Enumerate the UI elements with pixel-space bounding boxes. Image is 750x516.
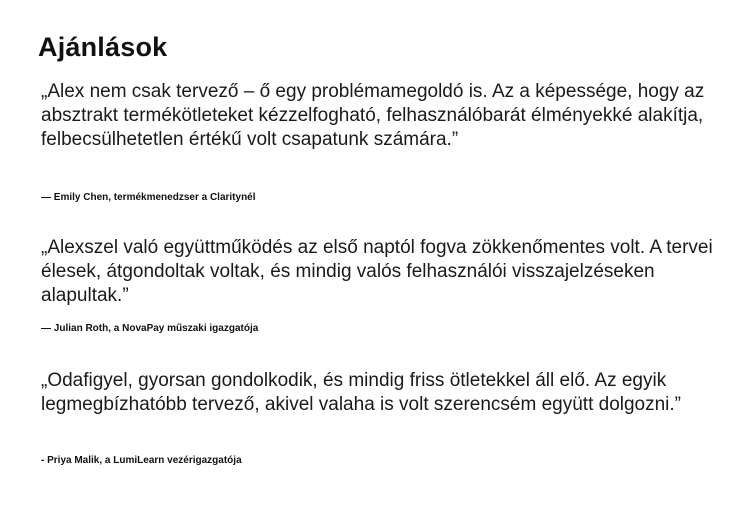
testimonial-quote: „Alexszel való együttműködés az első naptól fogva zökkenőmentes volt. A tervei élesek, átgondoltak voltak, és mindig valós felhasználói visszajelzéseken alapultak.” xyxy=(41,237,713,306)
page-title: Ajánlások xyxy=(38,32,168,62)
testimonial-item xyxy=(41,369,721,466)
testimonial-item xyxy=(41,236,721,334)
testimonial-item xyxy=(41,80,721,203)
testimonial-quote: „Alex nem csak tervező – ő egy problémamegoldó is. Az a képessége, hogy az absztrakt termékötleteket kézzelfogható, felhasználóbarát élményekké alakítja, felbecsülhetetlen értékű volt csapatunk számára.” xyxy=(41,81,705,150)
testimonial-author: — Emily Chen, termékmenedzser a Claritynél xyxy=(41,192,256,203)
testimonial-author: - Priya Malik, a LumiLearn vezérigazgatója xyxy=(41,455,242,466)
testimonial-quote: „Odafigyel, gyorsan gondolkodik, és mindig friss ötletekkel áll elő. Az egyik legmegbízhatóbb tervező, akivel valaha is volt szerencsém együtt dolgozni.” xyxy=(41,370,682,415)
testimonial-author: — Julian Roth, a NovaPay műszaki igazgatója xyxy=(41,323,259,334)
